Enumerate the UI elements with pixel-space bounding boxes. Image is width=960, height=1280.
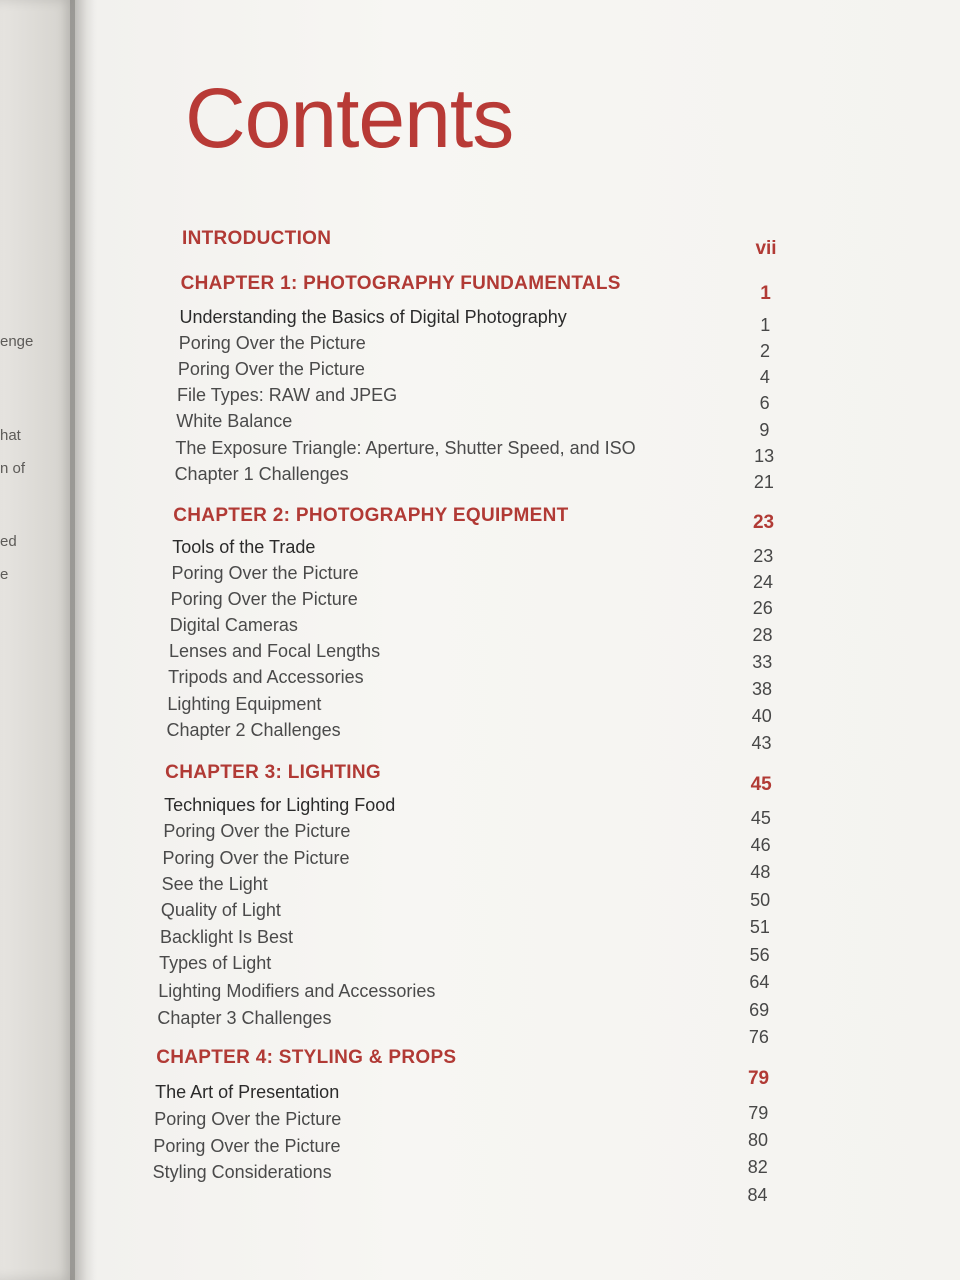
toc-page-number: 21 bbox=[753, 472, 774, 492]
toc-page-number: 24 bbox=[752, 572, 773, 592]
left-page-edge bbox=[0, 0, 75, 1280]
toc-entry: Poring Over the Picture bbox=[178, 333, 366, 353]
toc-entry: Chapter 3 Challenges bbox=[157, 1008, 332, 1028]
toc-page-number: 33 bbox=[752, 652, 773, 672]
toc-chapter-page-number: vii bbox=[755, 238, 777, 259]
toc-entry: Poring Over the Picture bbox=[170, 589, 358, 609]
toc-entry: File Types: RAW and JPEG bbox=[177, 385, 398, 405]
left-page-fragment: e bbox=[0, 566, 9, 583]
toc-heading: CHAPTER 2: PHOTOGRAPHY EQUIPMENT bbox=[173, 505, 569, 526]
toc-page-number: 38 bbox=[752, 679, 773, 699]
toc-entry: The Art of Presentation bbox=[155, 1082, 340, 1102]
toc-page-number: 4 bbox=[759, 367, 770, 387]
left-page-fragment: enge bbox=[0, 333, 34, 350]
toc-page-number: 56 bbox=[749, 945, 770, 965]
page-title: Contents bbox=[185, 71, 514, 165]
toc-entry: See the Light bbox=[161, 874, 268, 894]
toc-page-number: 48 bbox=[750, 862, 771, 882]
toc-chapter-page-number: 45 bbox=[750, 774, 772, 795]
left-page-fragment: ed bbox=[0, 533, 17, 550]
toc-entry: Poring Over the Picture bbox=[177, 359, 365, 379]
toc-page-number: 2 bbox=[760, 341, 771, 361]
toc-entry: Chapter 2 Challenges bbox=[166, 720, 341, 740]
toc-entry: Poring Over the Picture bbox=[162, 848, 350, 868]
toc-entry: The Exposure Triangle: Aperture, Shutter Speed, and ISO bbox=[175, 438, 636, 458]
toc-page-number: 45 bbox=[750, 808, 771, 828]
toc-page-number: 46 bbox=[750, 835, 771, 855]
toc-entry: Poring Over the Picture bbox=[153, 1136, 341, 1156]
toc-page-number: 82 bbox=[747, 1157, 768, 1177]
toc-entry: Styling Considerations bbox=[152, 1162, 332, 1182]
toc-page-number: 28 bbox=[752, 625, 773, 645]
toc-heading: CHAPTER 4: STYLING & PROPS bbox=[156, 1047, 457, 1068]
toc-chapter-page-number: 23 bbox=[752, 512, 775, 533]
toc-entry: Understanding the Basics of Digital Photography bbox=[179, 307, 567, 327]
toc-page-number: 76 bbox=[748, 1027, 769, 1047]
toc-entry: Chapter 1 Challenges bbox=[174, 464, 349, 484]
toc-page-number: 13 bbox=[754, 446, 775, 466]
toc-entry: Lighting Equipment bbox=[167, 694, 322, 714]
toc-heading: INTRODUCTION bbox=[182, 228, 332, 249]
toc-page-number: 6 bbox=[759, 393, 770, 413]
toc-entry: Backlight Is Best bbox=[159, 927, 294, 947]
toc-page-number: 9 bbox=[759, 420, 770, 440]
toc-entry: Types of Light bbox=[159, 953, 272, 973]
toc-page-number: 84 bbox=[747, 1185, 768, 1205]
toc-chapter-page-number: 79 bbox=[747, 1068, 770, 1089]
toc-entry: Lighting Modifiers and Accessories bbox=[158, 981, 436, 1001]
left-page-fragment: n of bbox=[0, 460, 26, 477]
toc-page-number: 40 bbox=[751, 706, 772, 726]
toc-page-number: 80 bbox=[747, 1130, 768, 1150]
toc-heading: CHAPTER 3: LIGHTING bbox=[165, 762, 381, 783]
table-of-contents bbox=[75, 0, 960, 1280]
left-page-fragment: hat bbox=[0, 427, 21, 444]
toc-page-number: 43 bbox=[751, 733, 772, 753]
toc-entry: Poring Over the Picture bbox=[154, 1109, 342, 1129]
toc-page-number: 79 bbox=[748, 1103, 769, 1123]
toc-page-number: 51 bbox=[749, 917, 770, 937]
toc-page-number: 69 bbox=[749, 1000, 770, 1020]
toc-chapter-page-number: 1 bbox=[760, 283, 771, 304]
toc-page-number: 26 bbox=[752, 598, 773, 618]
toc-entry: White Balance bbox=[176, 411, 293, 431]
toc-entry: Techniques for Lighting Food bbox=[164, 795, 396, 815]
toc-entry: Quality of Light bbox=[160, 900, 281, 920]
toc-page-number: 64 bbox=[749, 972, 770, 992]
toc-entry: Poring Over the Picture bbox=[163, 821, 351, 841]
toc-page-number: 1 bbox=[760, 315, 771, 335]
toc-page-number: 23 bbox=[753, 546, 774, 566]
toc-entry: Tripods and Accessories bbox=[168, 667, 364, 687]
toc-heading: CHAPTER 1: PHOTOGRAPHY FUNDAMENTALS bbox=[180, 273, 621, 294]
toc-entry: Poring Over the Picture bbox=[171, 563, 359, 583]
toc-entry: Lenses and Focal Lengths bbox=[168, 641, 381, 661]
toc-page-number: 50 bbox=[750, 890, 771, 910]
contents-page bbox=[75, 0, 960, 1280]
toc-entry: Tools of the Trade bbox=[172, 537, 316, 557]
toc-entry: Digital Cameras bbox=[169, 615, 298, 635]
